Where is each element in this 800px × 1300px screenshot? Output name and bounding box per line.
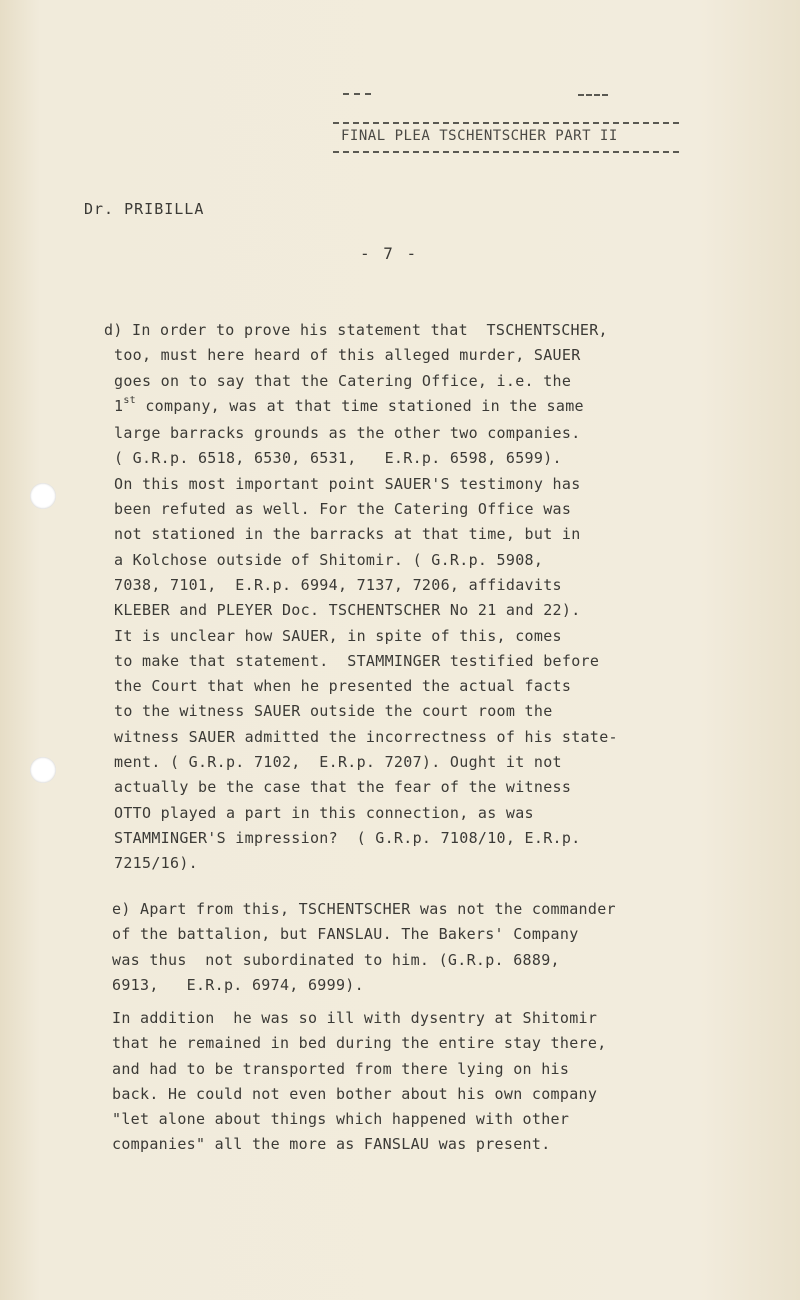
paragraph-line: In addition he was so ill with dysentry at Shitomir (112, 1009, 598, 1027)
paragraph-line: the Court that when he presented the actual facts (114, 677, 572, 696)
paragraph-line: actually be the case that the fear of the witness (114, 778, 572, 797)
paragraph-line: too, must here heard of this alleged murder, SAUER (114, 346, 581, 365)
paragraph-line: to the witness SAUER outside the court room the (114, 702, 553, 721)
paragraph-f (112, 1006, 692, 1158)
paragraph-line: It is unclear how SAUER, in spite of this, comes (114, 626, 562, 645)
paragraph-line: ment. ( G.R.p. 7102, E.R.p. 7207). Ought it not (114, 753, 562, 772)
header-rule-top (333, 122, 679, 124)
paragraph-line: "let alone about things which happened with other (112, 1110, 570, 1129)
paragraph-line: 6913, E.R.p. 6974, 6999). (112, 975, 364, 994)
paragraph-line: On this most important point SAUER'S testimony has (114, 474, 581, 493)
paragraph-line: goes on to say that the Catering Office, i.e. the (114, 371, 572, 390)
paragraph-line: been refuted as well. For the Catering Office was (114, 500, 572, 519)
paragraph-line: witness SAUER admitted the incorrectness of his state- (114, 727, 618, 746)
paragraph-line: large barracks grounds as the other two companies. (114, 424, 581, 443)
paragraph-line: 7215/16). (114, 854, 198, 873)
paragraph-line: a Kolchose outside of Shitomir. ( G.R.p. 5908, (114, 550, 544, 569)
paragraph-line: e) Apart from this, TSCHENTSCHER was not the commander (112, 900, 616, 918)
paragraph-line: that he remained in bed during the entire stay there, (112, 1034, 607, 1053)
paragraph-line-ordinal (104, 394, 684, 421)
paragraph-d (104, 318, 684, 877)
paragraph-line: was thus not subordinated to him. (G.R.p. 6889, (112, 950, 560, 969)
paragraph-line: back. He could not even bother about his own company (112, 1084, 598, 1103)
header-rule-top-right (578, 94, 608, 96)
paragraph-line: STAMMINGER'S impression? ( G.R.p. 7108/10, E.R.p. (114, 828, 581, 847)
punch-hole-top (30, 483, 56, 509)
speaker-name: Dr. PRIBILLA (84, 200, 205, 218)
paragraph-line: of the battalion, but FANSLAU. The Bakers' Company (112, 925, 579, 944)
paragraph-line: not stationed in the barracks at that time, but in (114, 525, 581, 544)
paragraph-e (112, 897, 692, 998)
ordinal-suffix: st (123, 394, 136, 406)
header-rule-top-left (343, 93, 371, 95)
header-rule-bottom (333, 151, 679, 153)
page-number: - 7 - (360, 244, 419, 263)
ordinal-rest: company, was at that time stationed in the same (136, 396, 584, 415)
paragraph-line: companies" all the more as FANSLAU was present. (112, 1135, 551, 1154)
ordinal-number: 1 (114, 396, 124, 415)
paragraph-line: d) In order to prove his statement that TSCHENTSCHER, (104, 321, 608, 339)
paragraph-line: KLEBER and PLEYER Doc. TSCHENTSCHER No 21 and 22). (114, 601, 581, 620)
document-header-title: FINAL PLEA TSCHENTSCHER PART II (341, 128, 618, 144)
paragraph-line: 7038, 7101, E.R.p. 6994, 7137, 7206, affidavits (114, 575, 562, 594)
punch-hole-bottom (30, 757, 56, 783)
paragraph-line: ( G.R.p. 6518, 6530, 6531, E.R.p. 6598, 6599). (114, 449, 562, 468)
paragraph-line: to make that statement. STAMMINGER testified before (114, 651, 600, 670)
paragraph-line: and had to be transported from there lying on his (112, 1059, 570, 1078)
paragraph-line: OTTO played a part in this connection, as was (114, 803, 534, 822)
